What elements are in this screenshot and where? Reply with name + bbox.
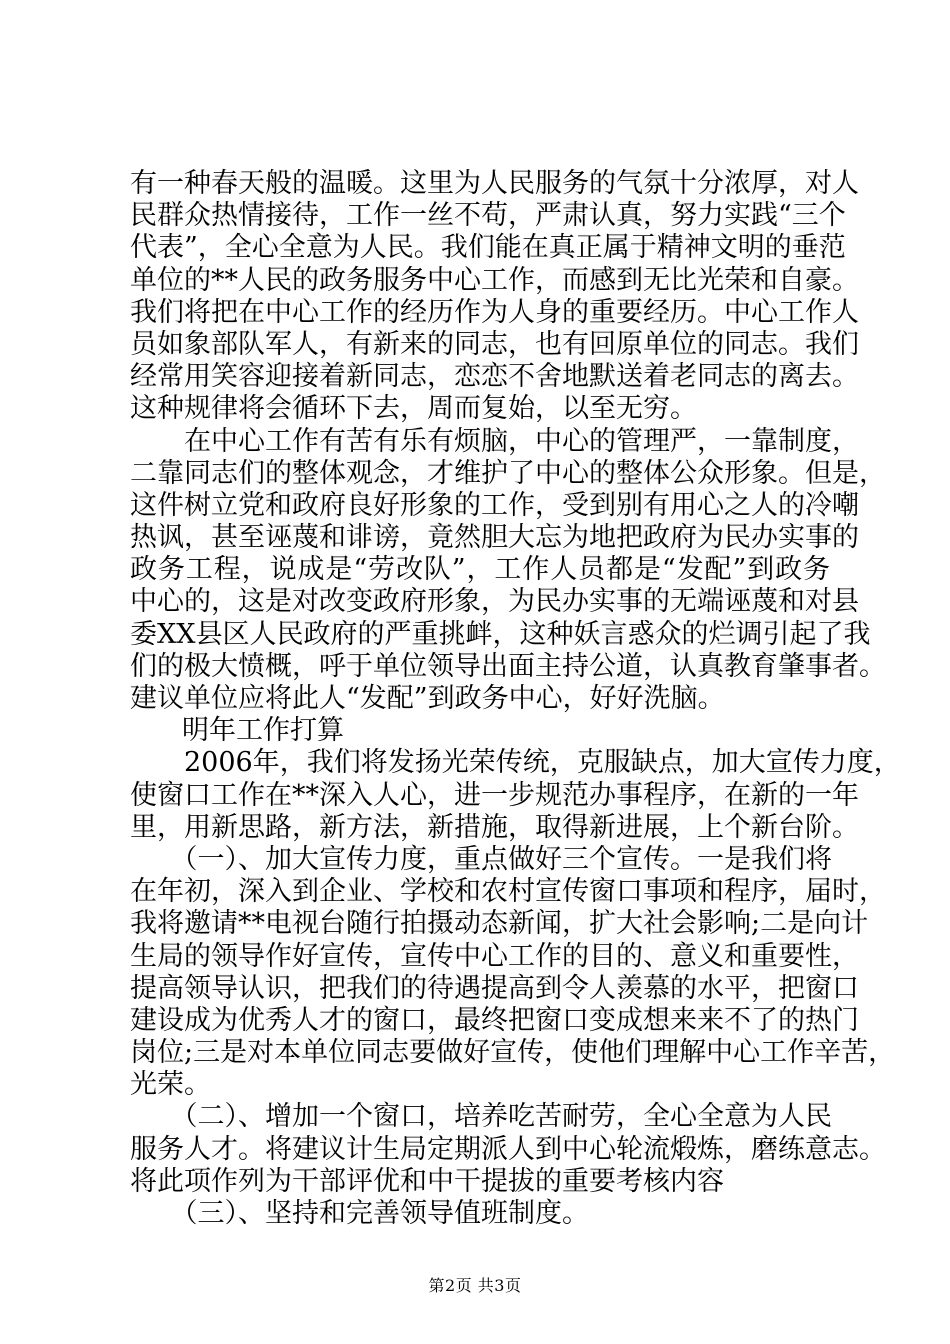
text-line: 单位的**人民的政务服务中心工作，而感到无比光荣和自豪。	[130, 264, 859, 296]
text-line: 我们将把在中心工作的经历作为人身的重要经历。中心工作人	[130, 296, 859, 328]
text-line: 这种规律将会循环下去，周而复始，以至无穷。	[130, 393, 697, 425]
text-line: 光荣。	[130, 1069, 211, 1101]
text-line: 2006年，我们将发扬光荣传统，克服缺点，加大宣传力度，	[130, 747, 901, 779]
text-line: 生局的领导作好宣传，宣传中心工作的目的、意义和重要性，	[130, 940, 859, 972]
text-line: 中心的，这是对改变政府形象，为民办实事的无端诬蔑和对县	[130, 586, 859, 618]
text-line: 里，用新思路，新方法，新措施，取得新进展，上个新台阶。	[130, 811, 859, 843]
paragraph	[130, 747, 901, 844]
text-line: 委XX县区人民政府的严重挑衅，这种妖言惑众的烂调引起了我	[130, 618, 871, 650]
text-line: 我将邀请**电视台随行拍摄动态新闻，扩大社会影响;二是向计	[130, 908, 869, 940]
text-line: 提高领导认识，把我们的待遇提高到令人羡慕的水平，把窗口	[130, 972, 859, 1004]
paragraph	[130, 1198, 830, 1230]
text-line: 民群众热情接待，工作一丝不苟，严肃认真，努力实践“三个	[130, 200, 846, 232]
text-line: 二靠同志们的整体观念，才维护了中心的整体公众形象。但是，	[130, 457, 886, 489]
text-line: （一）、加大宣传力度，重点做好三个宣传。一是我们将	[130, 843, 832, 875]
text-line: 热讽，甚至诬蔑和诽谤，竟然胆大忘为地把政府为民办实事的	[130, 522, 859, 554]
paragraph	[130, 1101, 886, 1198]
text-line: 员如象部队军人，有新来的同志，也有回原单位的同志。我们	[130, 328, 859, 360]
text-line: 将此项作列为干部评优和中干提拔的重要考核内容	[130, 1165, 724, 1197]
text-line: （三）、坚持和完善领导值班制度。	[130, 1198, 589, 1229]
text-line: 使窗口工作在**深入人心，进一步规范办事程序，在新的一年	[130, 779, 859, 811]
text-line: 建设成为优秀人才的窗口，最终把窗口变成想来来不了的热门	[130, 1004, 859, 1036]
text-line: 有一种春天般的温暖。这里为人民服务的气氛十分浓厚，对人	[130, 168, 859, 199]
paragraph	[130, 425, 886, 716]
document-body	[130, 168, 901, 1230]
heading-text: 明年工作打算	[182, 715, 344, 747]
text-line: 经常用笑容迎接着新同志，恋恋不舍地默送着老同志的离去。	[130, 361, 859, 393]
text-line: （二）、增加一个窗口，培养吃苦耐劳，全心全意为人民	[130, 1101, 832, 1133]
paragraph	[130, 843, 896, 1102]
page-number-footer: 第2页 共3页	[428, 1276, 522, 1295]
text-line: 岗位;三是对本单位同志要做好宣传，使他们理解中心工作辛苦，	[130, 1037, 896, 1069]
text-line: 建议单位应将此人“发配”到政务中心，好好洗脑。	[130, 683, 725, 714]
text-line: 在中心工作有苦有乐有烦脑，中心的管理严，一靠制度，	[130, 425, 859, 457]
text-line: 政务工程，说成是“劳改队”，工作人员都是“发配”到政务	[130, 554, 830, 586]
section-heading	[130, 715, 830, 747]
text-line: 在年初，深入到企业、学校和农村宣传窗口事项和程序，届时，	[130, 876, 886, 908]
text-line: 这件树立党和政府良好形象的工作，受到别有用心之人的冷嘲	[130, 489, 859, 521]
text-line: 代表”，全心全意为人民。我们能在真正属于精神文明的垂范	[130, 232, 846, 264]
text-line: 们的极大愤概，呼于单位领导出面主持公道，认真教育肇事者。	[130, 650, 886, 682]
text-line: 服务人才。将建议计生局定期派人到中心轮流煅炼，磨练意志。	[130, 1133, 886, 1165]
paragraph	[130, 168, 859, 426]
